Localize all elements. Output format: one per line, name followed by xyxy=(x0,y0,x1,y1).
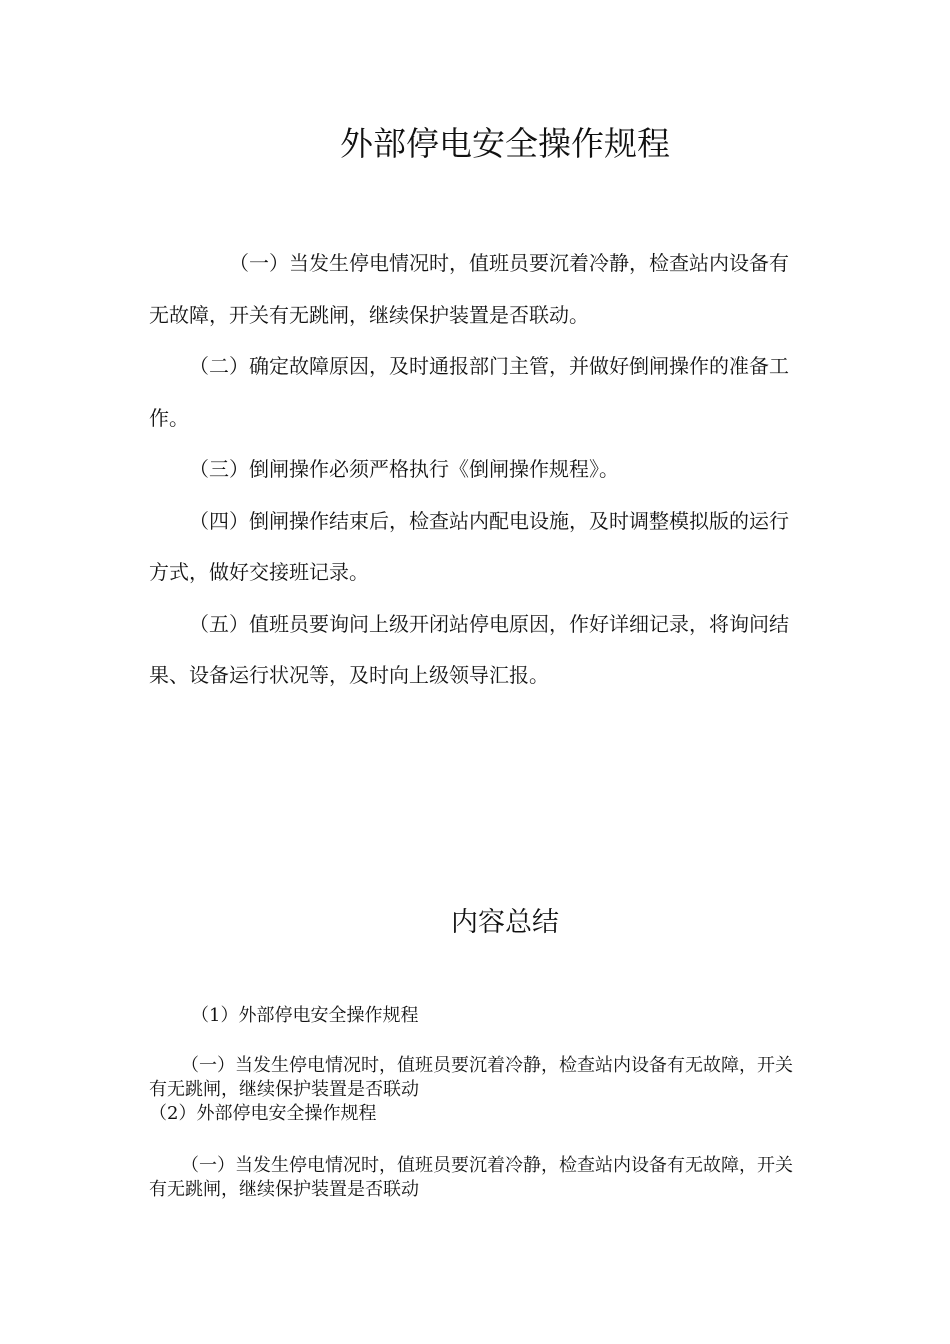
page-title: 外部停电安全操作规程 xyxy=(340,124,670,163)
summary-item-heading: （2）外部停电安全操作规程 xyxy=(149,1103,377,1124)
document-body xyxy=(149,238,801,702)
paragraph-4: （四）倒闸操作结束后，检查站内配电设施，及时调整模拟版的运行方式，做好交接班记录。 xyxy=(149,508,789,584)
paragraph-3: （三）倒闸操作必须严格执行《倒闸操作规程》。 xyxy=(189,457,619,481)
summary-title: 内容总结 xyxy=(451,907,559,938)
summary-item-text: （一）当发生停电情况时，值班员要沉着冷静，检查站内设备有无故障，开关有无跳闸，继续保护装置是否联动 xyxy=(149,1155,793,1200)
summary-item-text: （一）当发生停电情况时，值班员要沉着冷静，检查站内设备有无故障，开关有无跳闸，继续保护装置是否联动 xyxy=(149,1055,793,1100)
summary-item-heading: （1）外部停电安全操作规程 xyxy=(191,1005,419,1026)
paragraph-2: （二）确定故障原因，及时通报部门主管，并做好倒闸操作的准备工作。 xyxy=(149,354,789,430)
paragraph-5: （五）值班员要询问上级开闭站停电原因，作好详细记录，将询问结果、设备运行状况等，及时向上级领导汇报。 xyxy=(149,611,789,687)
paragraph-1: （一）当发生停电情况时，值班员要沉着冷静，检查站内设备有无故障，开关有无跳闸，继续保护装置是否联动。 xyxy=(149,251,789,327)
summary-section xyxy=(149,1004,801,1202)
